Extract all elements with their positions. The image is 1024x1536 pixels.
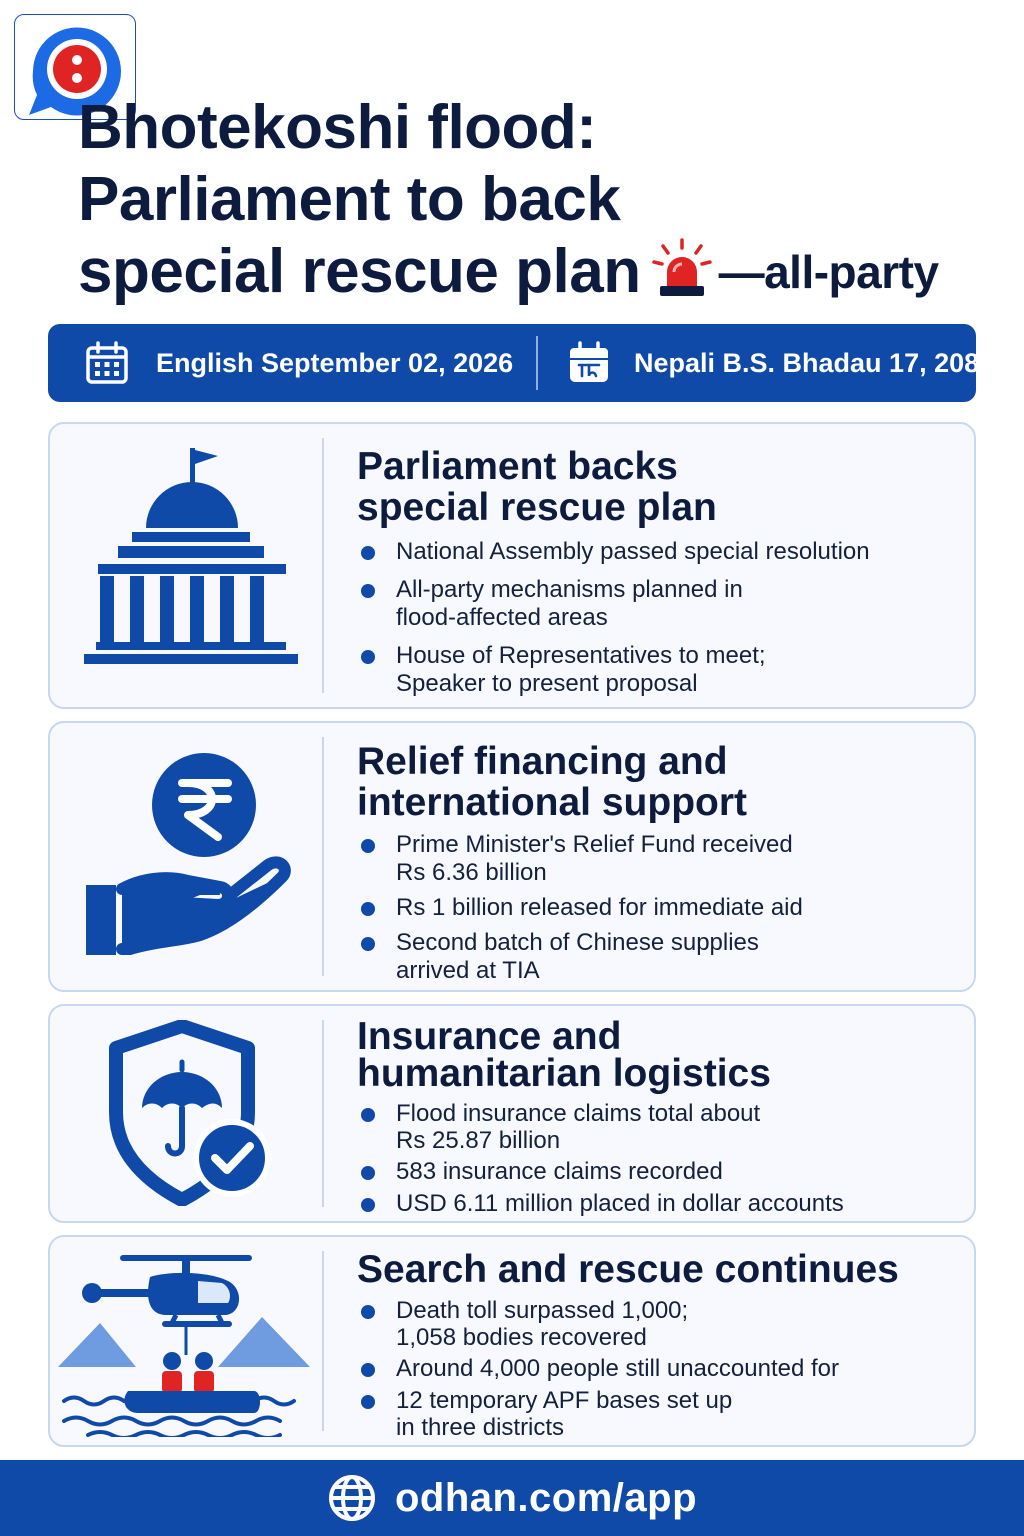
section-title-line-1: Relief financing and [357,740,728,783]
section-search-rescue [48,1235,976,1447]
english-date [84,324,513,402]
english-date-text: English September 02, 2026 [156,347,514,378]
date-divider [536,336,538,390]
list-item [357,1387,839,1441]
calendar-icon [84,340,130,386]
list-item [357,1190,844,1218]
section-title [357,1249,899,1290]
section-title-line-1: Search and rescue continues [357,1248,899,1291]
section-title [357,741,747,823]
list-item [357,1355,839,1383]
title-suffix: —all-party [718,246,939,298]
bullet-text: flood-affected areas [396,604,608,631]
list-item [357,576,870,632]
section-insurance [48,1004,976,1223]
section-title-line-2: international support [357,781,747,824]
bullet-text: USD 6.11 million placed in dollar accounts [396,1190,844,1217]
bullet-text: Rs 6.36 billion [396,859,547,886]
page-title [78,92,1008,308]
list-item [357,642,870,698]
title-line-3 [78,236,1008,308]
section-title-line-1: Parliament backs [357,445,678,488]
nepali-date-text: Nepali B.S. Bhadau 17, 2083 [634,347,995,378]
footer-bar [0,1460,1024,1536]
bullet-text: 12 temporary APF bases set up [396,1387,733,1414]
card-separator [322,1251,324,1431]
rupee-hand-icon [70,749,302,961]
list-item [357,894,803,922]
bullet-list [357,538,870,698]
section-title-line-1: Insurance and [357,1015,622,1058]
list-item [357,1297,839,1351]
calendar-icon [566,340,612,386]
bullet-text: Death toll surpassed 1,000; [396,1297,689,1324]
nepali-date [566,324,994,402]
card-separator [322,1020,324,1207]
footer-url-link[interactable]: odhan.com/app [394,1475,698,1520]
globe-icon [327,1473,377,1523]
bullet-text: in three districts [396,1414,565,1441]
bullet-text: House of Representatives to meet; [396,642,766,669]
bullet-text: National Assembly passed special resolution [396,538,870,565]
bullet-text: All-party mechanisms planned in [396,576,743,603]
bullet-list [357,831,803,985]
card-separator [322,737,324,976]
bullet-text: Prime Minister's Relief Fund received [396,831,793,858]
section-title [357,446,717,528]
card-separator [322,438,324,693]
bullet-text: Rs 1 billion released for immediate aid [396,894,803,921]
list-item [357,538,870,566]
title-line-1: Bhotekoshi flood: [78,93,597,162]
bullet-text: 583 insurance claims recorded [396,1158,723,1185]
parliament-building-icon [70,446,302,666]
bullet-text: Second batch of Chinese supplies [396,929,759,956]
section-title-line-2: special rescue plan [357,486,717,529]
siren-icon [651,238,713,300]
bullet-text: Flood insurance claims total about [396,1100,761,1127]
bullet-list [357,1100,844,1218]
bullet-text: 1,058 bodies recovered [396,1324,647,1351]
shield-umbrella-icon [70,1020,302,1206]
bullet-text: Around 4,000 people still unaccounted for [396,1355,839,1382]
bullet-text: Speaker to present proposal [396,670,698,697]
title-line-3-text: special rescue plan [78,237,641,306]
title-line-2: Parliament to back [78,165,621,234]
section-title-line-2: humanitarian logistics [357,1052,771,1095]
helicopter-rescue-icon [58,1251,314,1437]
section-relief [48,721,976,992]
section-title [357,1015,771,1095]
section-parliament [48,422,976,709]
date-bar [48,324,995,402]
list-item [357,929,803,985]
bullet-list [357,1297,839,1441]
list-item [357,1158,844,1186]
bullet-text: arrived at TIA [396,957,540,984]
list-item [357,831,803,887]
list-item [357,1100,844,1154]
bullet-text: Rs 25.87 billion [396,1127,561,1154]
